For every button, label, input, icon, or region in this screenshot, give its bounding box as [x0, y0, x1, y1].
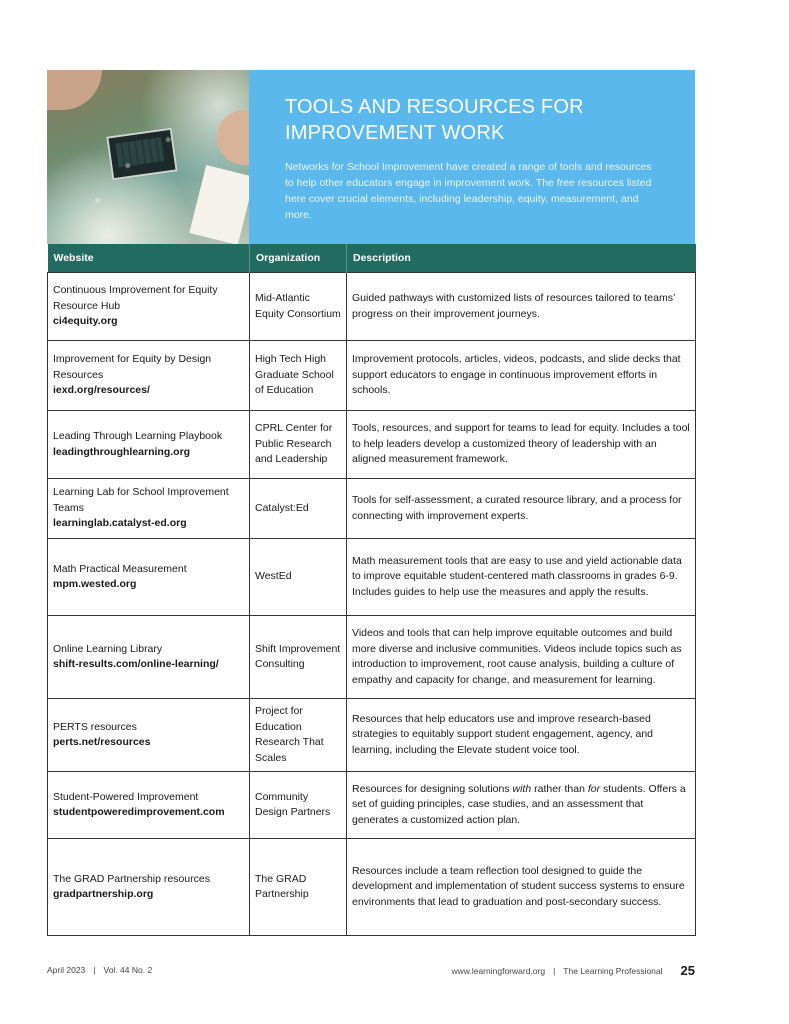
description-emphasis: for — [587, 782, 601, 795]
network-dots — [47, 70, 249, 244]
organization-cell: WestEd — [250, 539, 347, 616]
header-text-panel — [249, 70, 695, 244]
resource-name: Online Learning Library — [53, 642, 163, 655]
resource-url-link[interactable]: learninglab.catalyst-ed.org — [53, 517, 187, 530]
organization-cell: Community Design Partners — [250, 772, 347, 839]
organization-cell: Catalyst:Ed — [250, 479, 347, 539]
description-cell — [347, 479, 696, 539]
table-row — [48, 341, 696, 411]
table-row — [48, 411, 696, 479]
description-cell — [347, 772, 696, 839]
resource-name: Learning Lab for School Improvement Teams — [53, 486, 229, 514]
resource-url-link[interactable]: shift-results.com/online-learning/ — [53, 658, 219, 670]
header-photo — [47, 70, 249, 244]
organization-cell: Project for Education Research That Scales — [250, 699, 347, 772]
resource-url-link[interactable]: gradpartnership.org — [53, 888, 154, 900]
table-row — [48, 699, 696, 772]
description-cell — [347, 341, 696, 411]
description-cell — [347, 539, 696, 616]
intro-text: Networks for School Improvement have created a range of tools and resources to help other educators engage in improvement work. The free resources listed here cover crucial elements, including leadership, equity, measurement, and more. — [285, 161, 652, 221]
description-cell — [347, 273, 696, 341]
resource-url-link[interactable]: perts.net/resources — [53, 736, 151, 748]
description-text: Resources that help educators use and improve research-based strategies to equitably support student engagement, agency, and learning, including the Elevate student voice tool. — [352, 712, 654, 756]
table-row — [48, 839, 696, 936]
column-header-organization: Organization — [250, 244, 347, 273]
resource-name: Leading Through Learning Playbook — [53, 430, 223, 442]
description-text: Math measurement tools that are easy to use and yield actionable data to improve equitable student-centered math classrooms in grades 6-9. Includes guides to help use the measures and apply the results. — [352, 554, 682, 598]
page-footer — [47, 963, 695, 979]
resource-url-link[interactable]: leadingthroughlearning.org — [53, 445, 191, 458]
footer-date: April 2023 — [47, 965, 86, 975]
website-cell — [48, 616, 250, 699]
footer-volume: Vol. 44 No. 2 — [103, 965, 153, 975]
resource-name: Continuous Improvement for Equity Resource Hub — [53, 284, 218, 312]
organization-cell: High Tech High Graduate School of Education — [250, 341, 347, 411]
organization-cell: Shift Improvement Consulting — [250, 616, 347, 699]
column-header-description: Description — [347, 244, 696, 273]
column-header-website: Website — [48, 244, 250, 273]
description-text: Resources for designing solutions — [352, 782, 513, 795]
resource-url-link[interactable]: iexd.org/resources/ — [53, 384, 150, 397]
footer-divider: | — [93, 965, 96, 975]
description-text: Videos and tools that can help improve equitable outcomes and build more diverse and inclusive communities. Videos include topics such as introduction to improvement, root cause analysis, building a culture of empathy and capacity for change, and measurement for learning. — [352, 627, 682, 686]
resource-url-link[interactable]: ci4equity.org — [53, 315, 118, 328]
website-cell — [48, 411, 250, 479]
description-cell — [347, 411, 696, 479]
website-cell — [48, 479, 250, 539]
description-text: Guided pathways with customized lists of resources tailored to teams’ progress on their improvement journeys. — [352, 292, 675, 320]
resource-name: PERTS resources — [53, 720, 137, 733]
description-emphasis: with — [512, 782, 532, 795]
description-text: Resources include a team reflection tool designed to guide the development and implementation of student success systems to ensure environments that lead to graduation and post-secondary success. — [352, 864, 685, 908]
description-text: rather than — [531, 782, 588, 795]
resource-name: Improvement for Equity by Design Resources — [53, 353, 212, 381]
website-cell — [48, 539, 250, 616]
description-cell — [347, 699, 696, 772]
organization-cell: The GRAD Partnership — [250, 839, 347, 936]
page-number: 25 — [680, 963, 695, 978]
description-cell — [347, 616, 696, 699]
website-cell — [48, 699, 250, 772]
resource-url-link[interactable]: studentpoweredimprovement.com — [53, 806, 225, 818]
title-line-2: IMPROVEMENT WORK — [285, 122, 505, 144]
resource-name: Student-Powered Improvement — [53, 790, 199, 803]
website-cell — [48, 273, 250, 341]
footer-issue — [47, 965, 152, 975]
resource-name: The GRAD Partnership resources — [53, 872, 210, 885]
table-row — [48, 616, 696, 699]
table-row — [48, 479, 696, 539]
resources-table — [47, 244, 696, 936]
organization-cell: CPRL Center for Public Research and Leadership — [250, 411, 347, 479]
description-text: Improvement protocols, articles, videos, podcasts, and slide decks that support educators to engage in continuous improvement efforts in schools. — [352, 353, 681, 397]
title-line-1: TOOLS AND RESOURCES FOR — [285, 96, 584, 118]
description-text: Tools for self-assessment, a curated resource library, and a process for connecting with improvement experts. — [352, 494, 682, 522]
footer-site-link[interactable]: www.learningforward.org — [451, 965, 546, 976]
footer-publication — [452, 963, 695, 978]
description-text: students. Offers a set of guiding principles, case studies, and an assessment that generates a customized action plan. — [352, 782, 686, 826]
website-cell — [48, 341, 250, 411]
header-banner — [47, 70, 695, 244]
description-cell — [347, 839, 696, 936]
table-row — [48, 539, 696, 616]
resource-url-link[interactable]: mpm.wested.org — [53, 578, 137, 590]
description-text: Tools, resources, and support for teams to lead for equity. Includes a tool to help leaders develop a customized theory of leadership with an aligned measurement framework. — [352, 422, 690, 466]
footer-divider: | — [553, 965, 556, 976]
table-row — [48, 772, 696, 839]
table-header-row — [48, 244, 696, 273]
page-title — [285, 94, 661, 146]
website-cell — [48, 772, 250, 839]
resource-name: Math Practical Measurement — [53, 562, 187, 575]
website-cell — [48, 839, 250, 936]
table-row — [48, 273, 696, 341]
organization-cell: Mid-Atlantic Equity Consortium — [250, 273, 347, 341]
footer-publication-name: The Learning Professional — [563, 965, 663, 976]
